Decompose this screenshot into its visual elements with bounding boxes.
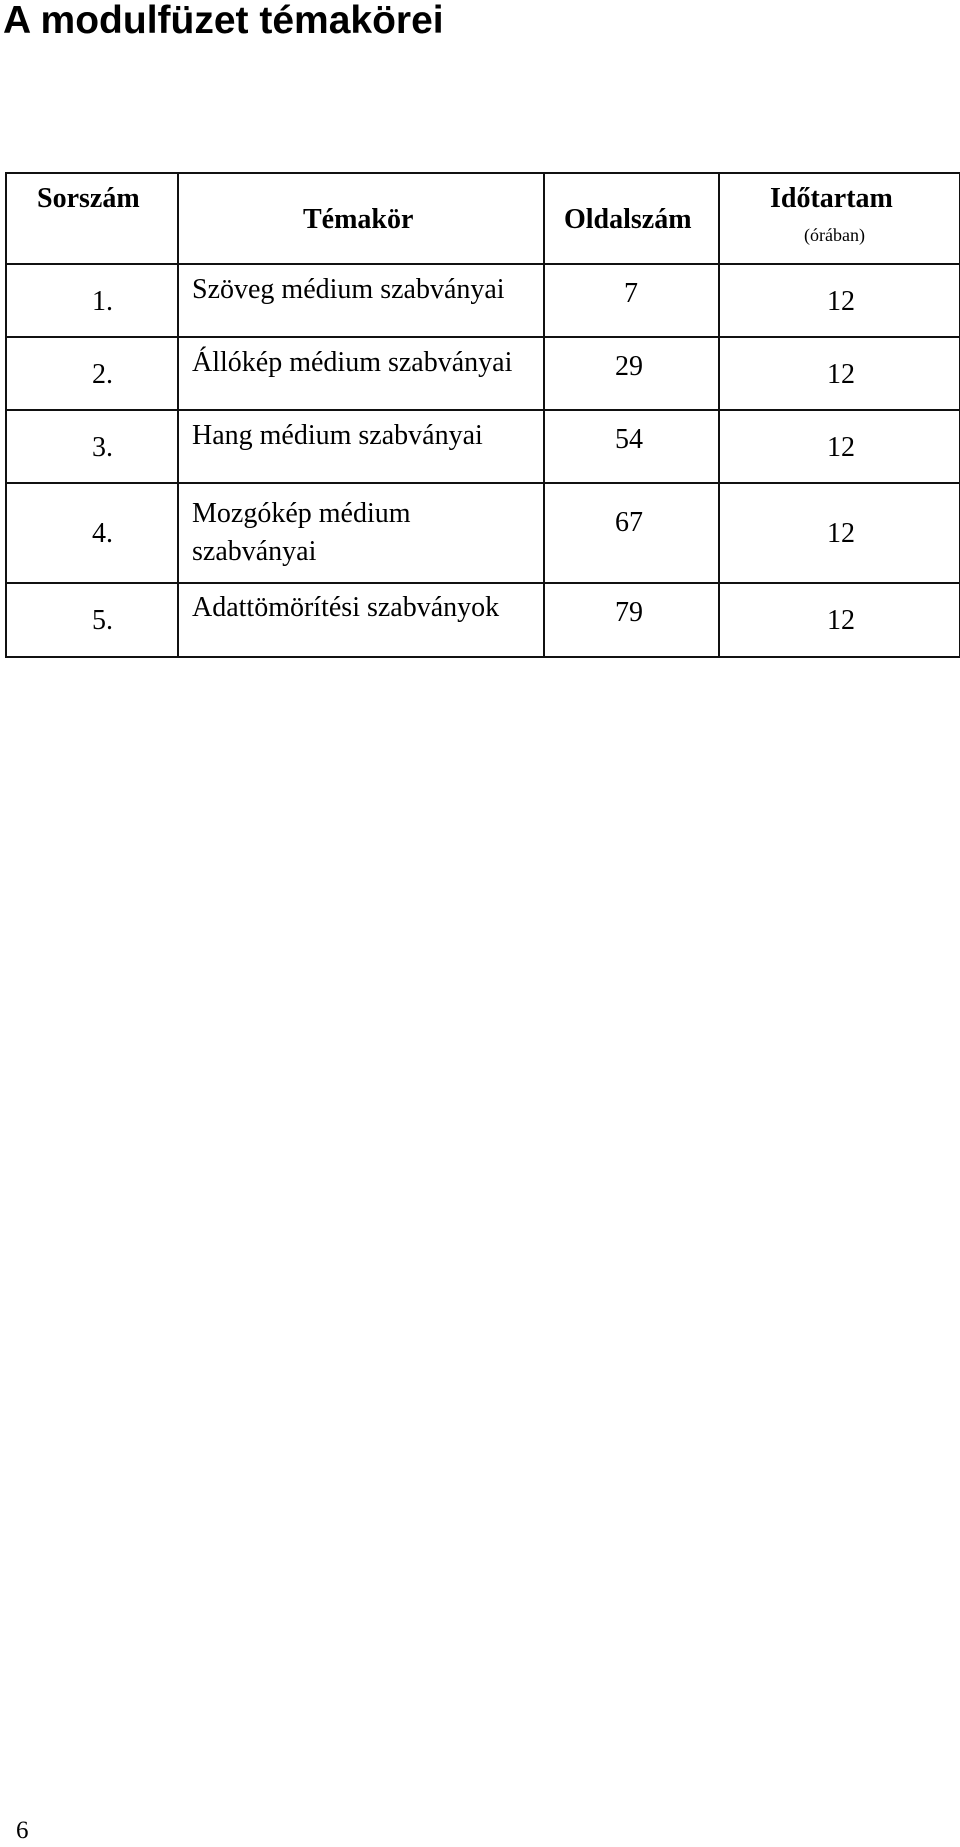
header-cell-page <box>544 173 719 264</box>
row-duration-cell <box>719 410 960 483</box>
header-topic-label: Témakör <box>303 204 414 235</box>
row-number-cell <box>6 410 178 483</box>
row-page-cell <box>544 337 719 410</box>
row-duration: 12 <box>827 605 855 636</box>
header-duration-unit: (órában) <box>804 225 865 245</box>
row-topic: Szöveg médium szabványai <box>192 274 505 305</box>
header-cell-duration <box>719 173 960 264</box>
row-page: 54 <box>615 424 643 455</box>
row-topic-cell <box>178 337 544 410</box>
row-duration-cell <box>719 483 960 583</box>
row-number-cell <box>6 583 178 657</box>
header-duration-label: Időtartam <box>770 183 893 214</box>
row-topic-cell <box>178 483 544 583</box>
row-number-cell <box>6 337 178 410</box>
row-duration: 12 <box>827 432 855 463</box>
row-duration: 12 <box>827 286 855 317</box>
header-cell-topic <box>178 173 544 264</box>
header-page-label: Oldalszám <box>564 204 692 235</box>
header-cell-number <box>6 173 178 264</box>
row-topic: Állókép médium szabványai <box>192 347 513 378</box>
row-topic-cell <box>178 410 544 483</box>
row-topic-cell <box>178 583 544 657</box>
table-row <box>6 583 960 657</box>
header-number-label: Sorszám <box>37 183 140 214</box>
row-topic: Hang médium szabványai <box>192 420 483 451</box>
row-number-cell <box>6 264 178 337</box>
row-duration-cell <box>719 264 960 337</box>
table-header-row <box>6 173 960 264</box>
table-row <box>6 410 960 483</box>
row-number: 4. <box>92 518 113 549</box>
row-page-cell <box>544 410 719 483</box>
row-topic: Adattömörítési szabványok <box>192 592 500 623</box>
row-page: 7 <box>624 278 638 309</box>
row-duration: 12 <box>827 359 855 390</box>
row-page-cell <box>544 264 719 337</box>
page-number: 6 <box>16 1817 29 1844</box>
row-duration-cell <box>719 583 960 657</box>
row-page: 67 <box>615 507 643 538</box>
row-number: 5. <box>92 605 113 636</box>
row-page: 79 <box>615 597 643 628</box>
row-topic-cell <box>178 264 544 337</box>
row-number: 1. <box>92 286 113 317</box>
row-duration: 12 <box>827 518 855 549</box>
row-number: 2. <box>92 359 113 390</box>
row-topic: Mozgókép médium szabványai <box>192 498 411 567</box>
table-row <box>6 483 960 583</box>
page-title: A modulfüzet témakörei <box>3 0 444 42</box>
row-number-cell <box>6 483 178 583</box>
table-row <box>6 337 960 410</box>
row-page: 29 <box>615 351 643 382</box>
table-row <box>6 264 960 337</box>
row-duration-cell <box>719 337 960 410</box>
topics-table <box>5 172 960 658</box>
row-page-cell <box>544 483 719 583</box>
row-page-cell <box>544 583 719 657</box>
row-number: 3. <box>92 432 113 463</box>
